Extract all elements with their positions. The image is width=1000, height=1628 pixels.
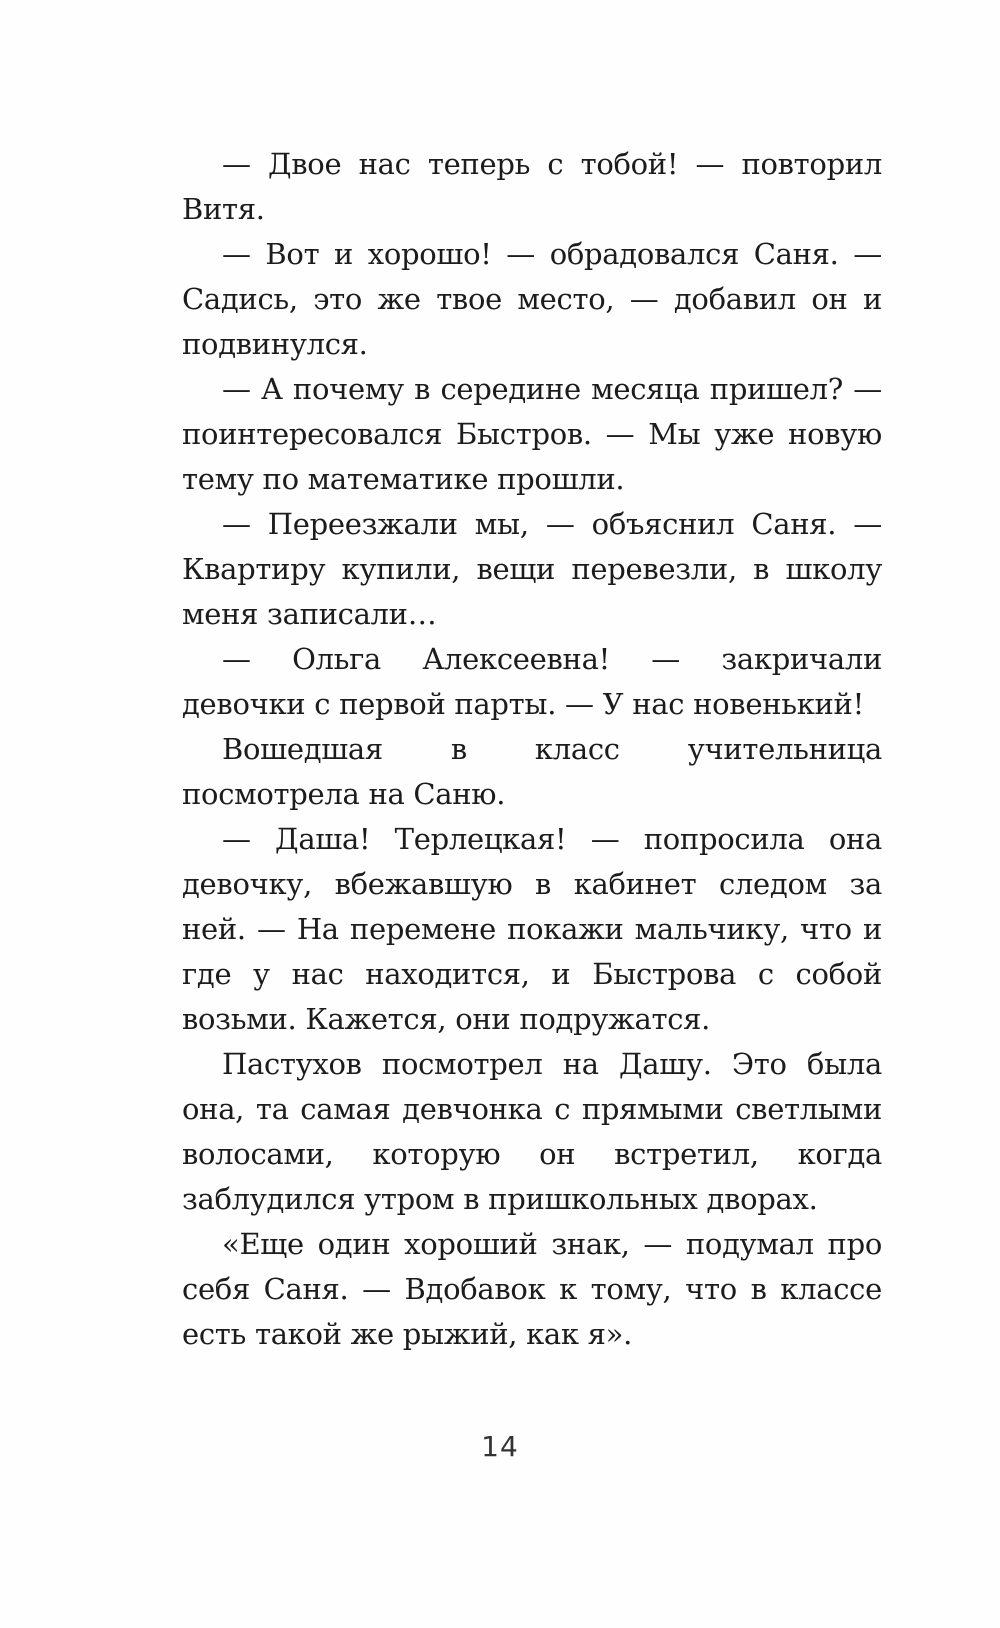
paragraph: — Переезжали мы, — объяснил Саня. — Квартиру купили, вещи перевезли, в школу меня записали… (182, 507, 882, 631)
paragraph: — Двое нас теперь с тобой! — повторил Витя. (182, 147, 882, 226)
paragraph: — Даша! Терлецкая! — попросила она девочку, вбежавшую в кабинет следом за ней. — На перемене покажи мальчику, что и где у нас находится, и Быстрова с собой возьми. Кажется, они подружатся. (182, 822, 882, 1036)
paragraph: — Ольга Алексеевна! — закричали девочки с первой парты. — У нас новенький! (182, 642, 882, 721)
paragraph: Вошедшая в класс учительница посмотрела на Саню. (182, 732, 882, 811)
paragraph: «Еще один хороший знак, — подумал про себя Саня. — Вдобавок к тому, что в классе есть такой же рыжий, как я». (182, 1227, 882, 1351)
paragraph: — А почему в середине месяца пришел? — поинтересовался Быстров. — Мы уже новую тему по математике прошли. (182, 372, 882, 496)
page-number: 14 (481, 1430, 519, 1463)
body-text (182, 142, 882, 1357)
paragraph: Пастухов посмотрел на Дашу. Это была она, та самая девчонка с прямыми светлыми волосами, которую он встретил, когда заблудился утром в пришкольных дворах. (182, 1047, 882, 1216)
paragraph: — Вот и хорошо! — обрадовался Саня. — Садись, это же твое место, — добавил он и подвинулся. (182, 237, 882, 361)
